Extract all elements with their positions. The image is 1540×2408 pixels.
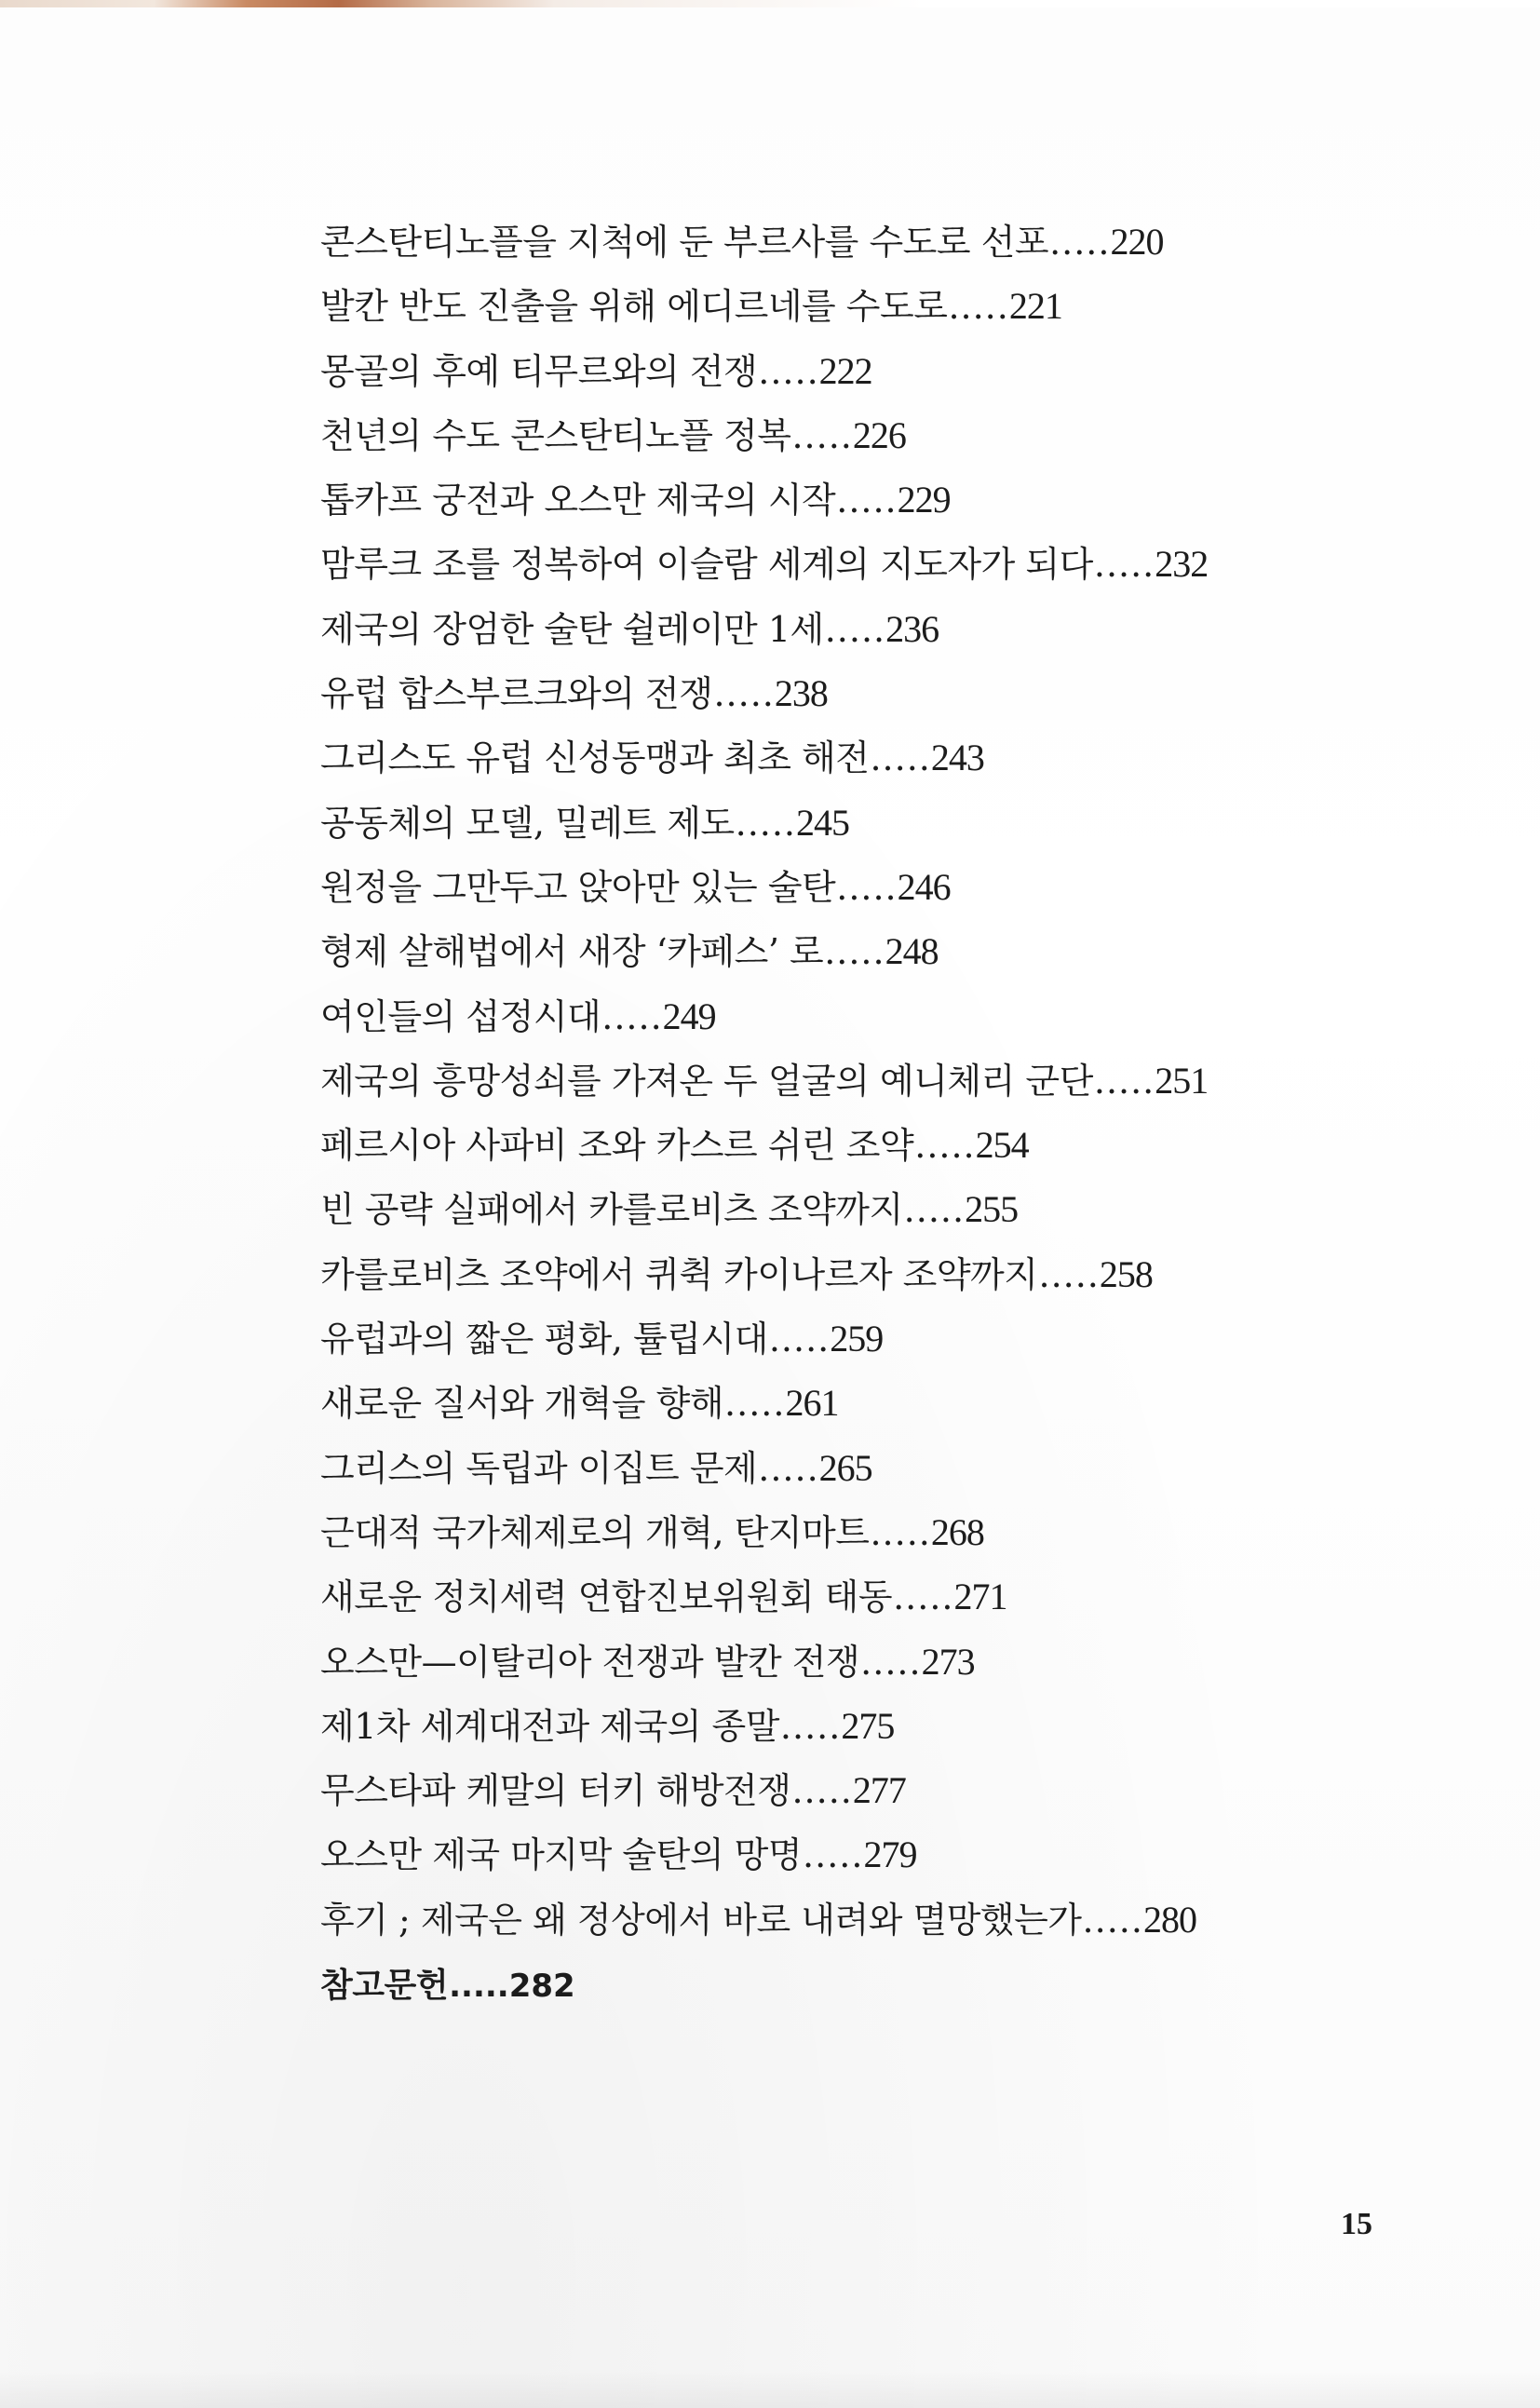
toc-leader-dots: .....: [1049, 222, 1111, 263]
toc-entry: [320, 1507, 1419, 1571]
toc-entry-page: 236: [885, 607, 939, 650]
toc-entry-title: 오스만 제국 마지막 술탄의 망명: [320, 1834, 803, 1876]
toc-entry-title: 발칸 반도 진출을 위해 에디르네를 수도로: [320, 286, 948, 328]
toc-entry-title: 형제 살해법에서 새장 ‘카페스’ 로: [320, 931, 824, 973]
toc-entry-page: 261: [785, 1382, 839, 1425]
toc-entry-page: 259: [830, 1318, 884, 1360]
toc-entry: [320, 926, 1419, 990]
toc-entry-page: 243: [930, 737, 984, 779]
toc-entry: [320, 1055, 1419, 1119]
toc-entry: [320, 1377, 1419, 1441]
toc-entry-references: [320, 1958, 1419, 2022]
toc-leader-dots: .....: [758, 350, 819, 392]
toc-entry-title: 그리스의 독립과 이집트 문제: [320, 1447, 758, 1489]
table-of-contents: [320, 216, 1419, 2022]
toc-entry: [320, 1571, 1419, 1635]
toc-entry-page: 245: [796, 801, 850, 844]
cover-edge-strip: [0, 0, 1540, 7]
toc-leader-dots: .....: [1038, 1253, 1100, 1295]
toc-entry-title: 원정을 그만두고 앉아만 있는 술탄: [320, 866, 836, 908]
toc-entry: [320, 280, 1419, 345]
toc-entry-title: 카를로비츠 조약에서 퀴췩 카이나르자 조약까지: [320, 1253, 1038, 1295]
toc-entry-title: 페르시아 사파비 조와 카스르 쉬린 조약: [320, 1125, 914, 1167]
toc-leader-dots: .....: [791, 414, 853, 456]
toc-entry-page: 222: [818, 349, 872, 392]
toc-entry-page: 246: [897, 865, 951, 908]
toc-leader-dots: .....: [824, 608, 886, 650]
toc-entry-title: 몽골의 후예 티무르와의 전쟁: [320, 350, 758, 392]
toc-entry-page: 229: [897, 479, 951, 521]
toc-entry-title: 근대적 국가체제로의 개혁, 탄지마트: [320, 1511, 870, 1553]
toc-entry-page: 258: [1099, 1252, 1153, 1295]
toc-entry-page: 249: [662, 994, 716, 1037]
toc-entry: [320, 345, 1419, 410]
toc-entry: [320, 216, 1419, 280]
toc-entry-page: 254: [975, 1124, 1029, 1167]
toc-entry: [320, 603, 1419, 668]
toc-entry-title: 제1차 세계대전과 제국의 종말: [320, 1705, 779, 1747]
toc-entry-page: 277: [852, 1769, 906, 1812]
toc-leader-dots: .....: [768, 1319, 831, 1360]
toc-entry-page: 238: [774, 672, 828, 715]
toc-entry-page: 271: [953, 1576, 1007, 1618]
toc-entry-title: 유럽 합스부르크와의 전쟁: [320, 673, 713, 715]
toc-entry: [320, 1636, 1419, 1700]
toc-leader-dots: .....: [948, 286, 1009, 328]
toc-entry-title: 맘루크 조를 정복하여 이슬람 세계의 지도자가 되다: [320, 544, 1093, 586]
toc-entry: [320, 1184, 1419, 1248]
toc-entry-title: 오스만—이탈리아 전쟁과 발칸 전쟁: [320, 1641, 860, 1683]
toc-entry-page: 268: [930, 1510, 984, 1553]
toc-leader-dots: .....: [449, 1968, 509, 2006]
toc-leader-dots: .....: [914, 1125, 976, 1167]
toc-leader-dots: .....: [803, 1834, 864, 1876]
toc-entry-title: 공동체의 모델, 밀레트 제도: [320, 802, 735, 844]
toc-entry: [320, 1700, 1419, 1765]
toc-entry-title: 새로운 정치세력 연합진보위원회 태동: [320, 1576, 893, 1618]
toc-leader-dots: .....: [836, 480, 898, 521]
toc-entry-title: 그리스도 유럽 신성동맹과 최초 해전: [320, 737, 870, 779]
toc-entry-page: 265: [818, 1446, 872, 1489]
toc-entry: [320, 474, 1419, 538]
toc-entry-title: 제국의 흥망성쇠를 가져온 두 얼굴의 예니체리 군단: [320, 1060, 1093, 1102]
toc-entry-page: 255: [965, 1188, 1019, 1231]
toc-entry: [320, 668, 1419, 732]
toc-leader-dots: .....: [724, 1383, 786, 1425]
toc-entry: [320, 1894, 1419, 1958]
toc-entry: [320, 1119, 1419, 1184]
toc-leader-dots: .....: [836, 866, 898, 908]
toc-entry: [320, 1249, 1419, 1313]
toc-entry-title: 유럽과의 짧은 평화, 튤립시대: [320, 1319, 768, 1360]
toc-entry: [320, 1313, 1419, 1377]
toc-entry-page: 220: [1110, 221, 1164, 263]
toc-entry-page: 280: [1142, 1898, 1196, 1941]
toc-entry-title: 천년의 수도 콘스탄티노플 정복: [320, 414, 791, 456]
toc-leader-dots: .....: [893, 1576, 954, 1618]
toc-leader-dots: .....: [758, 1447, 819, 1489]
toc-entry-title: 콘스탄티노플을 지척에 둔 부르사를 수도로 선포: [320, 222, 1049, 263]
toc-entry: [320, 797, 1419, 861]
toc-entry-title: 톱카프 궁전과 오스만 제국의 시작: [320, 480, 836, 521]
toc-leader-dots: .....: [601, 995, 663, 1037]
toc-entry: [320, 1765, 1419, 1829]
toc-entry-page: 282: [508, 1968, 575, 2006]
toc-entry: [320, 991, 1419, 1055]
toc-entry: [320, 732, 1419, 796]
toc-leader-dots: .....: [713, 673, 775, 715]
toc-leader-dots: .....: [791, 1770, 853, 1812]
toc-leader-dots: .....: [824, 931, 885, 973]
toc-entry-title: 참고문헌: [320, 1967, 449, 2006]
toc-entry: [320, 1442, 1419, 1507]
toc-leader-dots: .....: [779, 1705, 842, 1747]
toc-entry-page: 251: [1155, 1059, 1209, 1102]
toc-leader-dots: .....: [870, 737, 931, 779]
toc-entry-page: 226: [852, 413, 906, 456]
toc-entry-page: 221: [1008, 285, 1062, 328]
toc-entry-title: 무스타파 케말의 터키 해방전쟁: [320, 1770, 791, 1812]
toc-leader-dots: .....: [903, 1189, 966, 1231]
toc-entry-page: 275: [841, 1704, 895, 1747]
page-bottom-shadow: [0, 2371, 1540, 2408]
toc-entry-title: 새로운 질서와 개혁을 향해: [320, 1383, 724, 1425]
toc-entry-page: 248: [885, 930, 939, 973]
toc-leader-dots: .....: [735, 802, 797, 844]
toc-entry-title: 후기 ; 제국은 왜 정상에서 바로 내려와 멸망했는가: [320, 1899, 1082, 1941]
toc-entry-page: 273: [921, 1640, 975, 1683]
toc-leader-dots: .....: [1082, 1899, 1143, 1941]
page-number: 15: [1341, 2207, 1372, 2241]
toc-leader-dots: .....: [1093, 1060, 1155, 1102]
toc-leader-dots: .....: [870, 1511, 931, 1553]
toc-entry-page: 232: [1155, 543, 1209, 586]
toc-leader-dots: .....: [1093, 544, 1155, 586]
toc-entry: [320, 410, 1419, 474]
toc-entry-title: 빈 공략 실패에서 카를로비츠 조약까지: [320, 1189, 903, 1231]
toc-entry: [320, 861, 1419, 926]
toc-entry-page: 279: [863, 1833, 917, 1876]
toc-entry-title: 여인들의 섭정시대: [320, 995, 601, 1037]
toc-leader-dots: .....: [860, 1641, 922, 1683]
toc-entry: [320, 538, 1419, 602]
toc-entry: [320, 1829, 1419, 1893]
toc-entry-title: 제국의 장엄한 술탄 쉴레이만 1세: [320, 608, 824, 650]
